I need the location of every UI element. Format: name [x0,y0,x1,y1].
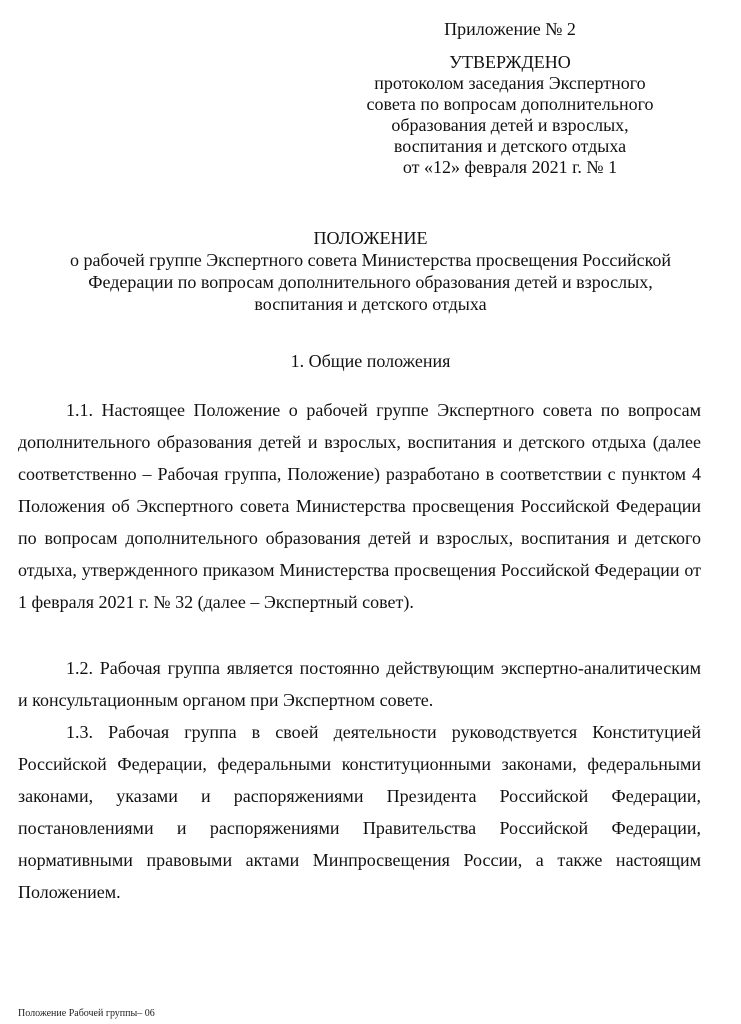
approval-line: протоколом заседания Экспертного [374,73,646,93]
document-subtitle-line: воспитания и детского отдыха [254,294,487,314]
approval-line: образования детей и взрослых, [391,115,629,135]
approval-line: воспитания и детского отдыха [393,136,627,156]
appendix-label: Приложение № 2 [444,19,576,39]
section-heading: 1. Общие положения [290,351,451,371]
approval-date-line: от «12» февраля 2021 г. № 1 [402,157,618,177]
paragraph-1-2: 1.2. Рабочая группа является постоянно действующим экспертно-аналитическим и консультационным органом при Экспертном совете. [18,658,701,710]
paragraph-1-3: 1.3. Рабочая группа в своей деятельности руководствуется Конституцией Российской Федерации, федеральными конституционными законами, федеральными законами, указами и распоряжениями Президента Российской Федерации, постановлениями и распоряжениями Правительства Российской Федерации, нормативными правовыми актами Минпросвещения России, а также настоящим Положением. [18,722,701,902]
document-subtitle-line: о рабочей группе Экспертного совета Министерства просвещения Российской [69,250,672,270]
paragraph-1-1: 1.1. Настоящее Положение о рабочей группе Экспертного совета по вопросам дополнительного образования детей и взрослых, воспитания и детского отдыха (далее соответственно – Рабочая группа, Положение) разработано в соответствии с пунктом 4 Положения об Экспертного совета Министерства просвещения Российской Федерации по вопросам дополнительного образования детей и взрослых, воспитания и детского отдыха, утвержденного приказом Министерства просвещения Российской Федерации от 1 февраля 2021 г. № 32 (далее – Экспертный совет). [18,400,701,612]
approval-details [350,73,670,178]
document-subtitle-line: Федерации по вопросам дополнительного образования детей и взрослых, [88,272,653,292]
approved-stamp: УТВЕРЖДЕНО [449,52,571,72]
document-title: ПОЛОЖЕНИЕ [313,228,428,248]
document-title-block [0,227,741,315]
approval-line: совета по вопросам дополнительного [366,94,654,114]
page-footer: Положение Рабочей группы– 06 [18,1008,155,1019]
